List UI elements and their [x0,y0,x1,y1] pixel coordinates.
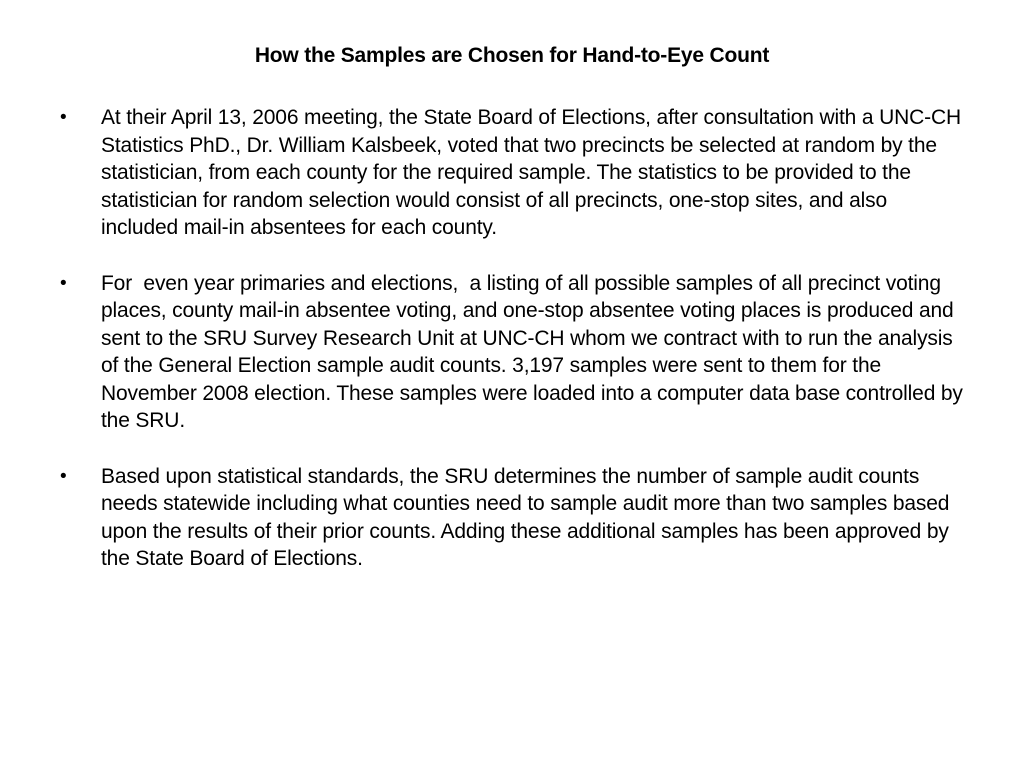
slide-title: How the Samples are Chosen for Hand-to-Eye Count [254,44,770,67]
bullet-item-1 [60,104,965,242]
bullet-text: At their April 13, 2006 meeting, the State Board of Elections, after consultation with a UNC-CH Statistics PhD., Dr. William Kalsbeek, voted that two precincts be selected at random by the statistician, from each county for the required sample. The statistics to be provided to the statistician for random selection would consist of all precincts, one-stop sites, and also included mail-in absentees for each county. [101,106,967,239]
bullet-text: For even year primaries and elections, a listing of all possible samples of all precinct voting places, county mail-in absentee voting, and one-stop absentee voting places is produced and sent to the SRU Survey Research Unit at UNC-CH whom we contract with to run the analysis of the General Election sample audit counts. 3,197 samples were sent to them for the November 2008 election. These samples were loaded into a computer data base controlled by the SRU. [101,271,969,432]
bullet-list [60,104,969,601]
bullet-text: Based upon statistical standards, the SRU determines the number of sample audit counts needs statewide including what counties need to sample audit more than two samples based upon the results of their prior counts. Adding these additional samples has been approved by the State Board of Elections. [101,464,956,570]
bullet-marker: • [60,107,67,128]
bullet-item-2 [60,270,969,435]
bullet-marker: • [60,465,67,487]
bullet-item-3 [60,463,965,573]
bullet-marker: • [60,272,67,294]
